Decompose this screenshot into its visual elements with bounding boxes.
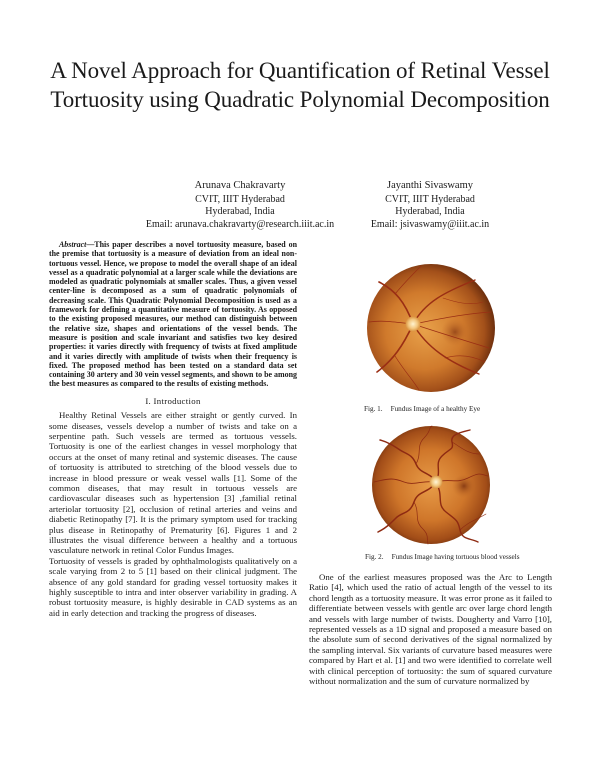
author-email: Email: arunava.chakravarty@research.iiit.ac.in <box>145 218 335 230</box>
abstract-text: —This paper describes a novel tortuosity measure, based on the premise that tortuosity is a measure of deviation from an ideal non-tortuous vessel. Hence, we propose to model the overall shape of an ideal vessel as a quadratic polynomial at a larger scale while the deviations are modeled as quadratic polynomials at smaller scales. Thus, a given vessel center-line is decomposed as a sum of quadratic polynomials of decreasing scale. This Quadratic Polynomial Decomposition is used as a framework for defining a quantitative measure of tortuosity. As opposed to the existing proposed measures, our method can distinguish between the relative size, shapes and orientations of the vessel bends. The measure is position and scale invariant and satisfies two key desired properties: it varies directly with frequency of twists at fixed amplitude and it varies directly with amplitude of twists when their frequency is fixed. The proposed method has been tested on a standard data set containing 30 artery and 30 vein vessel segments, and shown to be among the best measures as compared to the results of existing methods. <box>49 240 297 389</box>
intro-paragraph-1: Healthy Retinal Vessels are either straight or gently curved. In some diseases, vessels develop a number of twists and take on a serpentine path. Such vessels are termed as tortuous vessels. Tortuosity is one of the earliest changes in vessel morphology that occurs at the onset of many retinal and systemic diseases. The cause of tortuosity is attributed to stretching of the blood vessels due to increase in blood pressure or weak vessel walls [1]. Some of the common diseases, that may result in tortuous vessels are cardiovascular diseases such as hypertension [3] ,familial retinal arteriolar tortuosity [2], occlusion of retinal arteries and veins and diabetic Retinopathy [7]. It is the primary symptom used for tracking plus disease in Retinopathy of Prematurity [6]. Figures 1 and 2 illustrates the visual difference between a healthy and a tortuous vasculature network in retinal Color Fundus Images. <box>49 410 297 556</box>
figure-1 <box>309 262 552 414</box>
section-heading-introduction: I. Introduction <box>145 395 201 406</box>
fundus-image-tortuous <box>370 424 492 546</box>
author-block-2 <box>320 180 540 231</box>
right-column <box>309 572 552 686</box>
paper-title: A Novel Approach for Quantification of Retinal Vessel Tortuosity using Quadratic Polynomial Decomposition <box>50 58 550 112</box>
author-block-1 <box>130 180 350 231</box>
fundus-image-healthy <box>365 262 497 394</box>
left-column <box>49 240 297 618</box>
author-affiliation: CVIT, IIIT Hyderabad <box>195 193 285 205</box>
author-location: Hyderabad, India <box>395 206 465 217</box>
author-location: Hyderabad, India <box>205 206 275 217</box>
figure-1-label: Fig. 1. <box>364 405 383 413</box>
figure-2-caption <box>365 553 552 562</box>
figure-2-label: Fig. 2. <box>365 553 384 561</box>
figure-2 <box>309 424 552 562</box>
abstract <box>49 240 297 389</box>
abstract-label: Abstract <box>59 240 87 249</box>
author-name: Jayanthi Sivaswamy <box>386 180 474 191</box>
figure-2-text: Fundus Image having tortuous blood vessels <box>391 553 520 561</box>
figure-1-text: Fundus Image of a healthy Eye <box>390 405 481 413</box>
right-paragraph-1: One of the earliest measures proposed was the Arc to Length Ratio [4], which used the ratio of actual length of the vessel to its chord length as a tortuosity measure. It was error prone as it failed to differentiate between vessels with gentle arc over large chord length and vessels with large number of twists. Dougherty and Varro [10], represented vessels as a 1D signal and proposed a measure based on the absolute sum of second derivatives of the signal normalized by the sampling interval. Six variants of curvature based measures were compared by Hart et al. [1] and two were identified to correlate well with clinical perception of tortuosity: the sum of squared curvature without normalization and the sum of curvature normalized by <box>309 572 552 687</box>
intro-paragraph-2: Tortuosity of vessels is graded by ophthalmologists qualitatively on a scale varying from 2 to 5 [1] based on their clinical judgment. The absence of any gold standard for grading vessel tortuosity makes it highly susceptible to intra and inter observer variability in grading. A robust tortuosity measure, is highly desirable in CAD systems as an aid in early detection and tracking the progress of diseases. <box>49 555 297 618</box>
author-affiliation: CVIT, IIIT Hyderabad <box>385 193 475 205</box>
author-email: Email: jsivaswamy@iiit.ac.in <box>370 218 490 230</box>
figure-1-caption <box>364 405 552 414</box>
author-name: Arunava Chakravarty <box>194 180 286 191</box>
